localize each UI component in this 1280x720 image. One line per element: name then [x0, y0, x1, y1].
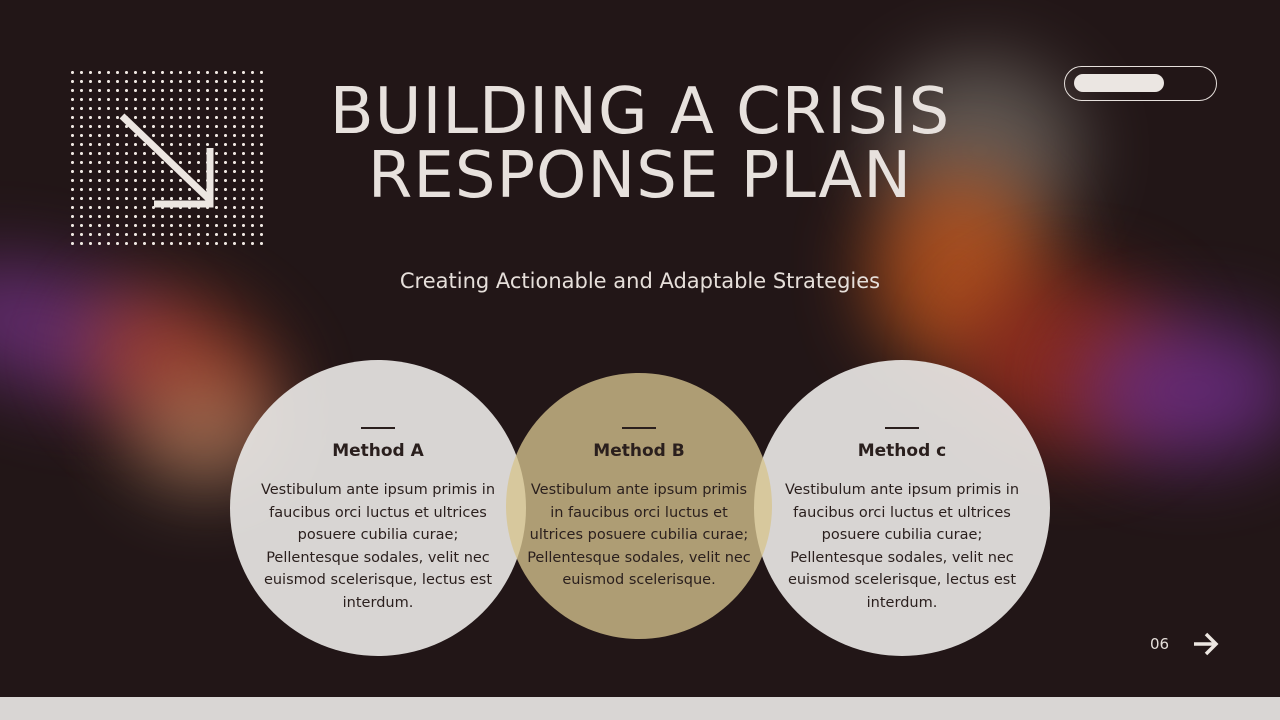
method-c-circle	[754, 360, 1050, 656]
method-c-body: Vestibulum ante ipsum primis in faucibus orci luctus et ultrices posuere cubilia curae; Pellentesque sodales, velit nec euismod scelerisque, lectus est interdum.	[784, 482, 1020, 611]
method-b-circle	[506, 373, 772, 639]
toggle-pill-fill	[1074, 74, 1164, 92]
divider	[622, 427, 656, 429]
title-line-1: BUILDING A CRISIS	[329, 75, 951, 149]
method-b-title: Method B	[593, 441, 685, 461]
arrow-down-right-icon	[110, 108, 222, 212]
divider	[885, 427, 919, 429]
method-c-title: Method c	[857, 441, 947, 461]
method-a-body: Vestibulum ante ipsum primis in faucibus orci luctus et ultrices posuere cubilia curae; Pellentesque sodales, velit nec euismod scelerisque, lectus est interdum.	[260, 482, 496, 611]
method-b-body: Vestibulum ante ipsum primis in faucibus orci luctus et ultrices posuere cubilia curae; Pellentesque sodales, velit nec euismod scelerisque.	[527, 482, 751, 588]
title-line-2: RESPONSE PLAN	[367, 139, 913, 213]
toggle-pill	[1064, 66, 1217, 101]
divider	[361, 427, 395, 429]
method-a-circle	[230, 360, 526, 656]
arrow-right-icon[interactable]	[1192, 631, 1220, 657]
page-title	[300, 75, 980, 213]
footer-bar	[0, 697, 1280, 720]
subtitle: Creating Actionable and Adaptable Strategies	[399, 269, 881, 293]
method-a-title: Method A	[332, 441, 424, 461]
page-number: 06	[1150, 635, 1170, 653]
